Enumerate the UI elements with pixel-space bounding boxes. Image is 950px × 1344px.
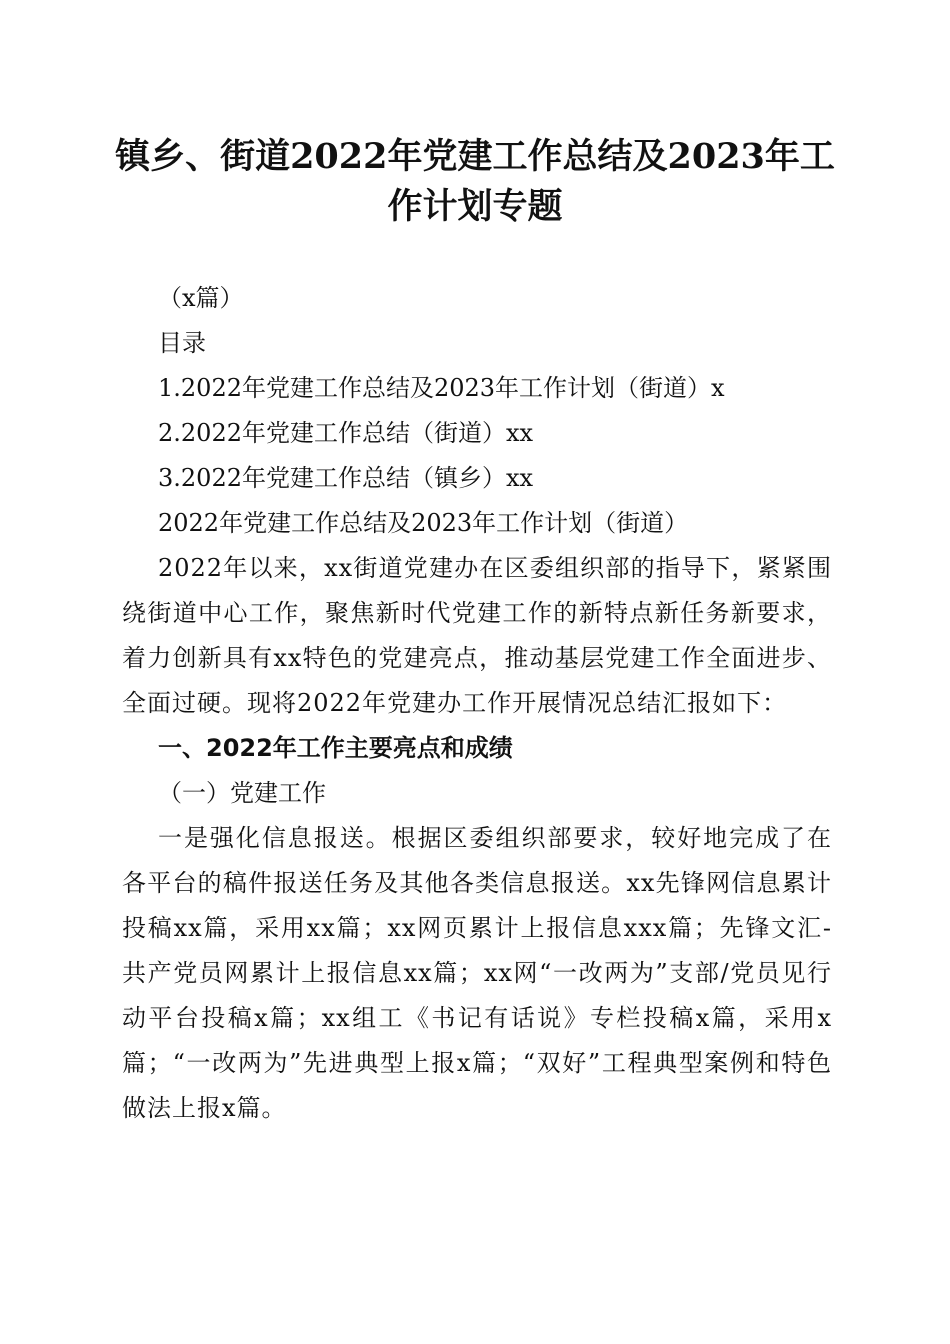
toc-item-1: 1.2022年党建工作总结及2023年工作计划（街道）x bbox=[158, 374, 725, 402]
intro-paragraph: 2022年以来，xx街道党建办在区委组织部的指导下，紧紧围绕街道中心工作，聚焦新时代党建工作的新特点新任务新要求，着力创新具有xx特色的党建亮点，推动基层党建工作全面进步、全面过硬。现将2022年党建办工作开展情况总结汇报如下： bbox=[122, 554, 832, 717]
document-body bbox=[122, 276, 832, 1131]
document-title bbox=[100, 132, 850, 232]
toc-heading: 目录 bbox=[158, 329, 206, 357]
heading-level-2: （一）党建工作 bbox=[158, 779, 326, 807]
toc-item-2: 2.2022年党建工作总结（街道）xx bbox=[158, 419, 534, 447]
toc-item-3: 3.2022年党建工作总结（镇乡）xx bbox=[158, 464, 534, 492]
body-paragraph-1: 一是强化信息报送。根据区委组织部要求，较好地完成了在各平台的稿件报送任务及其他各类信息报送。xx先锋网信息累计投稿xx篇，采用xx篇；xx网页累计上报信息xxx篇；先锋文汇-共产党员网累计上报信息xx篇；xx网“一改两为”支部/党员见行动平台投稿x篇；xx组工《书记有话说》专栏投稿x篇，采用x篇；“一改两为”先进典型上报x篇；“双好”工程典型案例和特色做法上报x篇。 bbox=[122, 824, 832, 1122]
title-line-2: 作计划专题 bbox=[387, 186, 563, 227]
article-count: （x篇） bbox=[158, 284, 244, 312]
heading-level-1: 一、2022年工作主要亮点和成绩 bbox=[158, 734, 513, 762]
section-title: 2022年党建工作总结及2023年工作计划（街道） bbox=[158, 509, 689, 537]
title-line-1: 镇乡、街道2022年党建工作总结及2023年工 bbox=[115, 136, 835, 177]
